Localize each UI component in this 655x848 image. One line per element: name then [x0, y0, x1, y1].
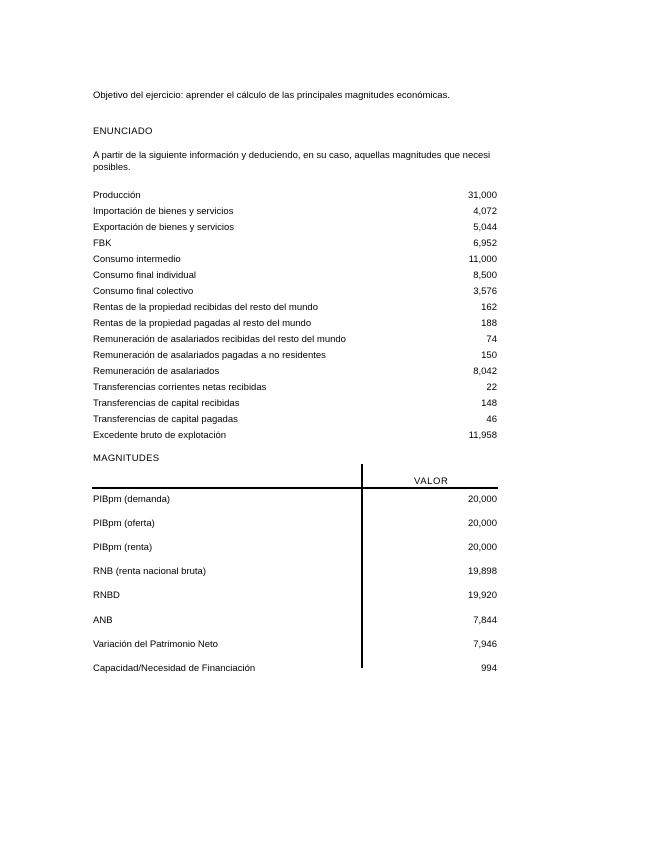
table-row: [93, 487, 497, 511]
table-row: [93, 608, 497, 632]
data-row: [93, 236, 497, 252]
data-value: 5,044: [473, 222, 497, 234]
magnitude-label: Variación del Patrimonio Neto: [93, 638, 218, 650]
data-row: [93, 268, 497, 284]
enunciado-heading: ENUNCIADO: [93, 126, 153, 137]
intro-line-1: A partir de la siguiente información y deduciendo, en su caso, aquellas magnitudes que necesi: [93, 150, 491, 161]
table-row: [93, 535, 497, 559]
table-row: [93, 632, 497, 656]
magnitude-label: PIBpm (renta): [93, 541, 153, 553]
magnitude-value: 20,000: [467, 541, 497, 553]
data-label: Remuneración de asalariados recibidas del resto del mundo: [93, 333, 346, 345]
data-label: Remuneración de asalariados pagadas a no residentes: [93, 349, 326, 361]
magnitude-value: 20,000: [467, 493, 497, 505]
data-value: 3,576: [473, 286, 497, 298]
magnitude-value: 20,000: [467, 517, 497, 529]
data-row: [93, 300, 497, 316]
intro-line-2: posibles.: [93, 162, 131, 173]
data-label: Excedente bruto de explotación: [93, 429, 227, 441]
data-value: 8,500: [473, 270, 497, 282]
data-row: [93, 395, 497, 411]
data-label: Transferencias de capital recibidas: [93, 397, 240, 409]
magnitude-label: PIBpm (oferta): [93, 517, 155, 529]
data-row: [93, 427, 497, 443]
data-row: [93, 252, 497, 268]
data-value: 11,958: [468, 429, 497, 441]
data-value: 8,042: [473, 365, 497, 377]
enunciado-intro: [93, 150, 501, 174]
magnitudes-table: [93, 487, 497, 681]
magnitude-label: PIBpm (demanda): [93, 493, 171, 505]
table-row: [93, 560, 497, 584]
data-label: Consumo intermedio: [93, 254, 181, 266]
data-row: [93, 363, 497, 379]
data-row: [93, 411, 497, 427]
data-row: [93, 347, 497, 363]
data-label: Rentas de la propiedad recibidas del resto del mundo: [93, 302, 318, 314]
data-value: 11,000: [468, 254, 497, 266]
magnitude-label: Capacidad/Necesidad de Financiación: [93, 662, 256, 674]
data-label: Exportación de bienes y servicios: [93, 222, 234, 234]
magnitude-value: 994: [481, 662, 497, 674]
data-value: 6,952: [473, 238, 497, 250]
magnitude-value: 7,844: [473, 614, 497, 626]
magnitude-value: 7,946: [473, 638, 497, 650]
magnitude-label: ANB: [93, 614, 113, 626]
data-row: [93, 220, 497, 236]
data-row: [93, 204, 497, 220]
data-label: Transferencias corrientes netas recibidas: [93, 381, 267, 393]
data-row: [93, 316, 497, 332]
data-row: [93, 331, 497, 347]
data-value: 150: [481, 349, 497, 361]
magnitude-label: RNBD: [93, 590, 120, 602]
magnitude-value: 19,898: [467, 566, 497, 578]
table-row: [93, 511, 497, 535]
table-row: [93, 584, 497, 608]
objetivo-text: Objetivo del ejercicio: aprender el cálculo de las principales magnitudes económicas.: [93, 90, 450, 101]
magnitude-value: 19,920: [467, 590, 497, 602]
data-label: FBK: [93, 238, 112, 250]
data-row: [93, 379, 497, 395]
data-value: 188: [481, 317, 497, 329]
valor-column-header: VALOR: [414, 476, 449, 487]
table-row: [93, 656, 497, 680]
data-value: 46: [486, 413, 497, 425]
magnitudes-heading: MAGNITUDES: [93, 453, 160, 464]
data-row: [93, 284, 497, 300]
data-value: 4,072: [473, 206, 497, 218]
data-label: Transferencias de capital pagadas: [93, 413, 238, 425]
data-value: 74: [486, 333, 497, 345]
data-value: 148: [481, 397, 497, 409]
data-label: Remuneración de asalariados: [93, 365, 220, 377]
data-label: Rentas de la propiedad pagadas al resto del mundo: [93, 317, 312, 329]
data-value: 31,000: [467, 190, 497, 202]
data-label: Producción: [93, 190, 141, 202]
data-label: Consumo final individual: [93, 270, 196, 282]
data-row: [93, 188, 497, 204]
data-list: [93, 188, 497, 443]
data-value: 22: [486, 381, 497, 393]
data-label: Consumo final colectivo: [93, 286, 194, 298]
data-value: 162: [481, 302, 497, 314]
magnitude-label: RNB (renta nacional bruta): [93, 566, 206, 578]
data-label: Importación de bienes y servicios: [93, 206, 234, 218]
